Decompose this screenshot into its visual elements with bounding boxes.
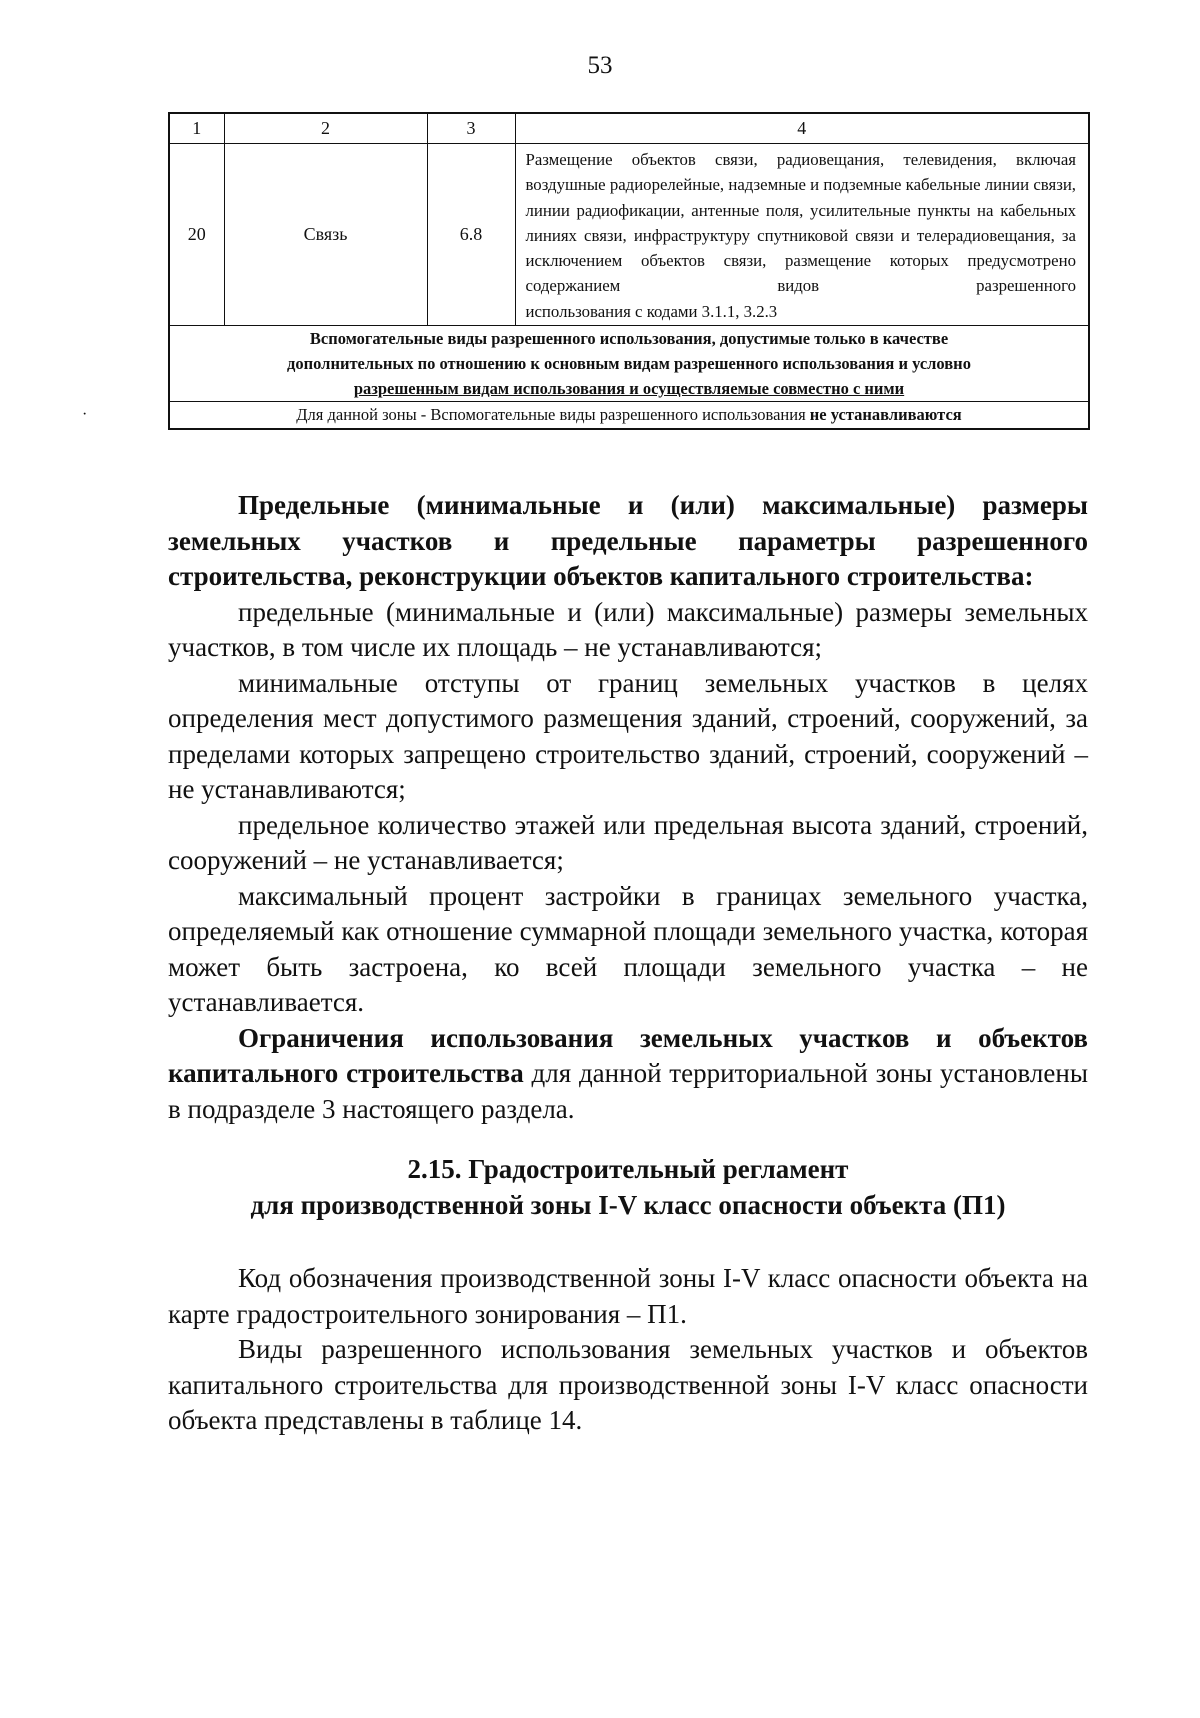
section-title: для производственной зоны I-V класс опасности объекта (П1) (250, 1189, 1006, 1220)
header-cell: 2 (224, 113, 427, 144)
section-title: 2.15. Градостроительный регламент (407, 1154, 849, 1184)
zone-note-text: Для данной зоны - Вспомогательные виды разрешенного использования (296, 405, 810, 425)
table-header-row (169, 113, 1089, 144)
use-description (515, 144, 1089, 326)
header-cell: 4 (515, 113, 1089, 144)
section-paragraph: Виды разрешенного использования земельных участков и объектов капитального строительства для производственной зоны I-V класс опасности объекта представлены в таблице 14. (168, 1334, 1088, 1435)
permitted-use-table (168, 112, 1090, 430)
spacer (168, 1223, 1088, 1261)
use-name: Связь (224, 144, 427, 326)
use-description-main: Размещение объектов связи, радиовещания, телевидения, включая воздушные радиорелейные, надземные и подземные кабельные линии связи, линии радиофикации, антенные поля, усилительные пункты на кабельных линиях связи, инфраструктуру спутниковой связи и телерадиовещания, за исключением объектов связи, размещение которых предусмотрено содержанием видов разрешенного (525, 150, 1076, 296)
restrictions-paragraph (168, 1021, 1088, 1128)
section-paragraph: Код обозначения производственной зоны I-V класс опасности объекта на карте градостроительного зонирования – П1. (168, 1263, 1088, 1329)
row-number: 20 (169, 144, 224, 326)
header-cell: 1 (169, 113, 224, 144)
restrictions-bold: Ограничения использования земельных участков и объектов капитального строительства (168, 1022, 1088, 1088)
aux-heading-line: дополнительных по отношению к основным видам разрешенного использования и условно (287, 354, 971, 374)
limits-paragraph: предельные (минимальные и (или) максимальные) размеры земельных участков, в том числе их площадь – не устанавливаются; (168, 596, 1088, 662)
restrictions-text: для данной территориальной зоны установлены в подразделе 3 настоящего раздела. (168, 1058, 1088, 1124)
aux-heading (169, 326, 1089, 402)
zone-note-row (169, 402, 1089, 430)
page-number: 53 (587, 52, 613, 79)
limits-section (168, 488, 1088, 1127)
use-code: 6.8 (427, 144, 515, 326)
zone-note (169, 402, 1089, 430)
zone-note-bold: не устанавливаются (809, 405, 962, 425)
limits-paragraph: максимальный процент застройки в границах земельного участка, определяемый как отношение суммарной площади земельного участка, которая может быть застроена, ко всей площади земельного участка – не устанавливается. (168, 880, 1088, 1017)
limits-heading: Предельные (минимальные и (или) максимальные) размеры земельных участков и предельные параметры разрешенного строительства, реконструкции объектов капитального строительства: (168, 490, 1088, 591)
scan-mark: · (82, 406, 88, 423)
limits-paragraph: минимальные отступы от границ земельных участков в целях определения мест допустимого размещения зданий, строений, сооружений, за пределами которых запрещено строительство зданий, строений, сооружений – не устанавливаются; (168, 667, 1088, 804)
header-cell: 3 (427, 113, 515, 144)
section-2-15 (168, 1152, 1088, 1439)
use-description-last: использования с кодами 3.1.1, 3.2.3 (525, 301, 778, 321)
aux-heading-line: Вспомогательные виды разрешенного использования, допустимые только в качестве (309, 329, 949, 349)
table-row (169, 144, 1089, 326)
limits-paragraph: предельное количество этажей или предельная высота зданий, строений, сооружений – не устанавливается; (168, 809, 1088, 875)
aux-heading-row (169, 326, 1089, 402)
aux-heading-line: разрешенным видам использования и осуществляемые совместно с ними (353, 379, 905, 399)
